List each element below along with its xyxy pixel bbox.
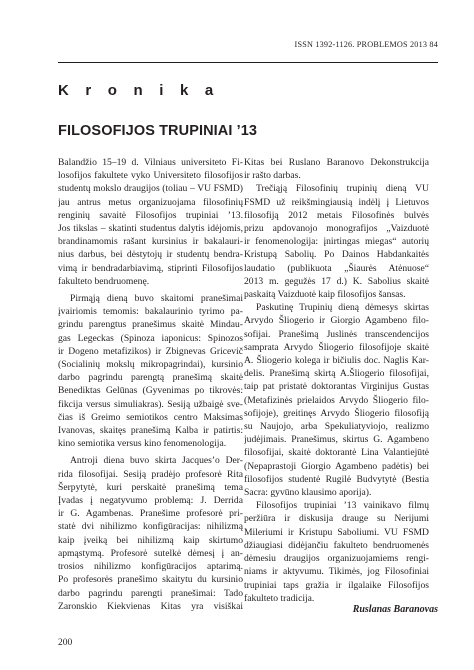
text-line: darbo pagrindu parengtą pranešimą skaitė — [58, 372, 243, 384]
text-line: judėjimais. Pranešimus, skirtus G. Agambeno — [244, 434, 429, 446]
text-line: Pirmąją dieną buvo skaitomi pranešimai — [70, 293, 243, 305]
author-signature: Ruslanas Baranovas — [352, 604, 438, 615]
text-line: vimą ir bendradarbiavimą, stiprinti Filosofijos — [58, 262, 243, 274]
text-line: su Naujojo, arba Spekuliatyviojo, realizmo — [244, 421, 429, 433]
text-line: sofijoje), greitinęs Arvydo Šliogerio filosofiją — [244, 407, 429, 419]
text-line: ir Dogeno metafizikos) ir Zbignevas Gricevič — [58, 345, 243, 357]
text-line: ir rašto darbas. — [244, 170, 301, 182]
text-line: brandinamomis rašant kursinius ir bakalauri- — [58, 236, 243, 248]
text-line: studentų mokslo draugijos (toliau – VU FSMD) — [58, 183, 243, 195]
text-line: grindu parengtus pranešimus skaitė Mindau- — [58, 319, 243, 331]
text-line: Benediktas Gelūnas (Gyvenimas po tikrovės: — [58, 385, 243, 397]
page-number: 200 — [58, 638, 73, 648]
text-line: čias iš Greimo semiotikos centro Maksimas — [58, 411, 243, 423]
text-line: 2013 m. gegužės 17 d.) K. Sabolius skaitė — [244, 275, 429, 287]
text-line: fakulteto tradicija. — [244, 592, 315, 604]
text-line: Antroji diena buvo skirta Jacques’o Der- — [70, 455, 243, 467]
text-line: dėmesiu draugijos organizuojamiems rengi- — [244, 553, 429, 565]
text-line: Kristupą Sabolių. Po Dainos Habdankaitės — [244, 249, 429, 261]
text-line: rida filosofijai. Sesiją pradėjo profesorė Rita — [58, 468, 243, 480]
text-line: Arvydo Šliogerio ir Giorgio Agambeno filo- — [244, 315, 429, 327]
left-column — [58, 156, 243, 613]
text-line: jau antrus metus organizuojama filosofinių — [58, 196, 243, 208]
text-line: kaip įveiką bei nihilizmą kaip skirtumo — [58, 534, 243, 546]
text-line: įvairiomis temomis: bakalaurinio tyrimo pa- — [58, 306, 243, 318]
text-line: (Nepaprastoji Giorgio Agambeno padėtis) bei — [244, 460, 429, 472]
text-line: FSMD už reikšmingiausią indėlį į Lietuvos — [244, 196, 429, 208]
text-line: delis. Pranešimą skirtą A.Šliogerio filosofijai, — [244, 368, 429, 380]
text-line: paskaitą Vaizduotė kaip filosofijos šansas. — [244, 289, 406, 301]
text-line: Sacra: gyvūno klausimo aporija). — [244, 487, 372, 499]
header-rule — [58, 62, 438, 63]
section-title: K r o n i k a — [58, 82, 220, 99]
text-line: sofijai. Pranešimą Juslinės transcendencijos — [244, 328, 429, 340]
text-line: Zaronskio Kiekvienas Kitas yra visiškai — [58, 600, 243, 612]
text-line: trupiniai taps gražia ir ilgalaike Filosofijos — [244, 579, 429, 591]
text-line: renginių savaitė Filosofijos trupiniai ’13. — [58, 209, 243, 221]
text-line: ir G. Agambenas. Pranešime profesorė pri- — [58, 508, 243, 520]
text-line: (Socialinių mokslų mikropagrindai), kursinio — [58, 359, 243, 371]
text-line: Šerpytytė, kuri perskaitė pranešimą tema — [58, 481, 243, 493]
text-line: niams ir aktyvumu. Tikimės, jog Filosofiniai — [244, 566, 429, 578]
journal-header: ISSN 1392-1126. PROBLEMOS 2013 84 — [294, 40, 438, 49]
text-line: peržiūra ir diskusija drauge su Nerijumi — [244, 513, 429, 525]
text-line: nius darbus, bei dėstytojų ir studentų bendra- — [58, 249, 243, 261]
text-line: Po profesorės pranešimo skaitytu du kursinio — [58, 574, 243, 586]
article-title: FILOSOFIJOS TRUPINIAI ’13 — [58, 123, 258, 139]
text-line: Filosofijos trupiniai ’13 vainikavo filmų — [256, 500, 429, 512]
text-line: Įvadas į negatyvumo problemą: J. Derrida — [58, 495, 243, 507]
text-line: losofijos fakultete vyko Universiteto filosofijos — [58, 170, 243, 182]
text-line: apmąstymą. Profesorė sutelkė dėmesį į an- — [58, 547, 243, 559]
text-line: kino semiotika versus kino fenomenologija. — [58, 438, 227, 450]
text-line: taip pat pristatė doktorantas Virginijus Gustas — [244, 381, 429, 393]
text-line: džiaugiasi didėjančiu fakulteto bendruomenės — [244, 539, 429, 551]
text-line: gas Legeckas (Spinoza iaponicus: Spinozos — [58, 332, 243, 344]
text-line: Trečiąją Filosofinių trupinių dieną VU — [256, 183, 429, 195]
text-line: filosofijai, skaitė doktorantė Lina Valantiejūtė — [244, 447, 429, 459]
text-line: A. Šliogerio kolega ir bičiulis doc. Naglis Kar- — [244, 355, 429, 367]
text-line: Ivanovas, skaitęs pranešimą Kalba ir patirtis: — [58, 425, 243, 437]
text-line: filosofiją 2012 metais Filosofinės bulvės — [244, 209, 429, 221]
text-line: Paskutinę Trupinių dieną dėmesys skirtas — [256, 302, 429, 314]
text-line: prizu apdovanojo monografijos „Vaizduotė — [244, 223, 429, 235]
text-line: samprata Arvydo Šliogerio filosofijoje skaitė — [244, 341, 429, 353]
text-line: statė dvi nihilizmo konfigūracijas: nihilizmą — [58, 521, 243, 533]
text-line: Mileriumi ir Kristupu Saboliumi. VU FSMD — [244, 526, 429, 538]
text-line: ir fenomenologija: įnirtingas miegas“ autorių — [244, 236, 429, 248]
text-line: Kitas bei Ruslano Baranovo Dekonstrukcija — [244, 157, 429, 168]
text-line: Jos tikslas – skatinti studentus dalytis idėjomis, — [58, 223, 243, 235]
text-line: laudatio (publikuota „Šiaurės Atėnuose“ — [244, 262, 429, 274]
text-line: fikcija versus simuliakras). Sesiją užbaigė sve- — [58, 398, 243, 410]
text-line: fakulteto bendruomenę. — [58, 275, 150, 287]
right-column — [244, 156, 429, 605]
text-line: trosios nihilizmo konfigūracijos aptarimą. — [58, 561, 243, 573]
text-line: (Metafizinės prielaidos Arvydo Šliogerio filo- — [244, 394, 429, 406]
text-line: filosofijos studentė Rugilė Budvytytė (Bestia — [244, 473, 429, 485]
text-line: darbo pagrindu parengti pranešimai: Tado — [58, 587, 243, 599]
text-line: Balandžio 15–19 d. Vilniaus universiteto Fi- — [58, 157, 243, 168]
